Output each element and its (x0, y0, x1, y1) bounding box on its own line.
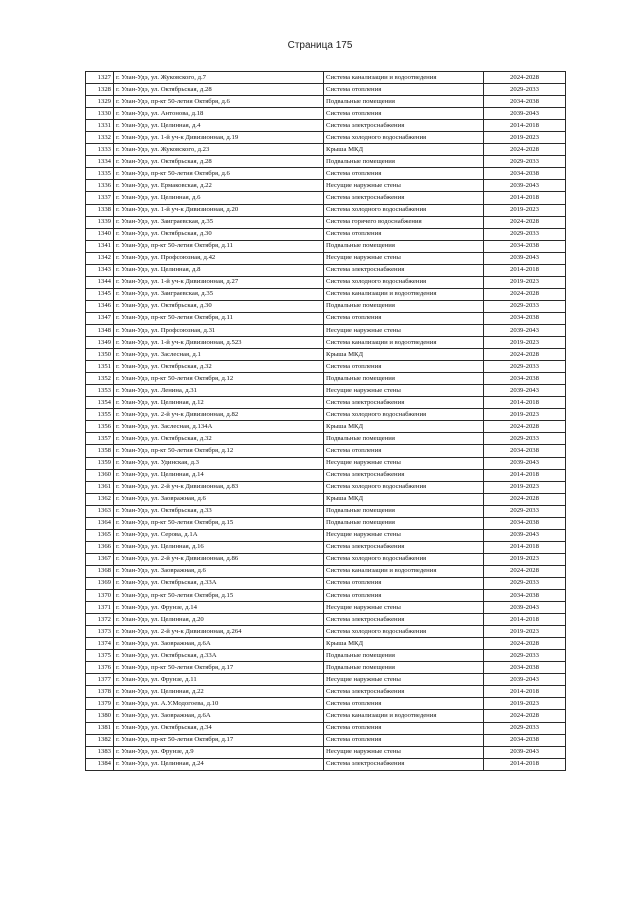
system-cell: Система канализации и водоотведения (324, 72, 484, 84)
table-row (86, 312, 566, 324)
period-cell: 2034-2038 (484, 517, 566, 529)
period-cell: 2019-2023 (484, 276, 566, 288)
system-cell: Подвальные помещения (324, 433, 484, 445)
table-row (86, 650, 566, 662)
table-row (86, 192, 566, 204)
table-row (86, 445, 566, 457)
period-cell: 2034-2038 (484, 445, 566, 457)
period-cell: 2034-2038 (484, 373, 566, 385)
address-cell: г. Улан-Удэ, ул. Целинная, д.24 (114, 758, 324, 770)
table-row (86, 276, 566, 288)
table-row (86, 361, 566, 373)
system-cell: Система электроснабжения (324, 397, 484, 409)
row-number: 1334 (86, 156, 114, 168)
row-number: 1344 (86, 276, 114, 288)
system-cell: Система отопления (324, 734, 484, 746)
address-cell: г. Улан-Удэ, ул. 1-й уч-к Дивизионная, д.27 (114, 276, 324, 288)
row-number: 1374 (86, 638, 114, 650)
address-cell: г. Улан-Удэ, ул. Заовражная, д.6 (114, 493, 324, 505)
system-cell: Система холодного водоснабжения (324, 276, 484, 288)
row-number: 1371 (86, 602, 114, 614)
row-number: 1333 (86, 144, 114, 156)
row-number: 1343 (86, 264, 114, 276)
table-row (86, 686, 566, 698)
row-number: 1381 (86, 722, 114, 734)
system-cell: Система холодного водоснабжения (324, 626, 484, 638)
period-cell: 2019-2023 (484, 481, 566, 493)
address-cell: г. Улан-Удэ, пр-кт 50-летия Октября, д.12 (114, 373, 324, 385)
table-row (86, 734, 566, 746)
period-cell: 2024-2028 (484, 144, 566, 156)
system-cell: Система канализации и водоотведения (324, 288, 484, 300)
period-cell: 2029-2033 (484, 722, 566, 734)
table-row (86, 96, 566, 108)
table-row (86, 481, 566, 493)
address-cell: г. Улан-Удэ, ул. Целинная, д.8 (114, 264, 324, 276)
table-row (86, 397, 566, 409)
address-cell: г. Улан-Удэ, ул. Октябрьская, д.28 (114, 84, 324, 96)
system-cell: Крыша МКД (324, 638, 484, 650)
period-cell: 2019-2023 (484, 553, 566, 565)
system-cell: Система холодного водоснабжения (324, 553, 484, 565)
period-cell: 2039-2043 (484, 108, 566, 120)
address-cell: г. Улан-Удэ, ул. Октябрьская, д.34 (114, 722, 324, 734)
address-cell: г. Улан-Удэ, ул. Октябрьская, д.33 (114, 505, 324, 517)
period-cell: 2019-2023 (484, 626, 566, 638)
row-number: 1365 (86, 529, 114, 541)
address-cell: г. Улан-Удэ, ул. Целинная, д.6 (114, 192, 324, 204)
period-cell: 2029-2033 (484, 650, 566, 662)
system-cell: Несущие наружные стены (324, 252, 484, 264)
address-cell: г. Улан-Удэ, ул. Жуковского, д.7 (114, 72, 324, 84)
table-row (86, 156, 566, 168)
address-cell: г. Улан-Удэ, ул. Ленина, д.31 (114, 385, 324, 397)
table-row (86, 288, 566, 300)
period-cell: 2039-2043 (484, 457, 566, 469)
period-cell: 2014-2018 (484, 541, 566, 553)
table-row (86, 300, 566, 312)
row-number: 1346 (86, 300, 114, 312)
table-row (86, 590, 566, 602)
table-row (86, 409, 566, 421)
period-cell: 2034-2038 (484, 734, 566, 746)
table-row (86, 614, 566, 626)
address-cell: г. Улан-Удэ, ул. Жуковского, д.23 (114, 144, 324, 156)
period-cell: 2029-2033 (484, 228, 566, 240)
row-number: 1337 (86, 192, 114, 204)
system-cell: Система отопления (324, 590, 484, 602)
period-cell: 2034-2038 (484, 96, 566, 108)
row-number: 1351 (86, 361, 114, 373)
address-cell: г. Улан-Удэ, ул. Целинная, д.4 (114, 120, 324, 132)
address-cell: г. Улан-Удэ, ул. Октябрьская, д.33А (114, 650, 324, 662)
period-cell: 2014-2018 (484, 614, 566, 626)
table-row (86, 180, 566, 192)
period-cell: 2024-2028 (484, 638, 566, 650)
period-cell: 2024-2028 (484, 72, 566, 84)
address-cell: г. Улан-Удэ, ул. Заовражная, д.6 (114, 565, 324, 577)
system-cell: Система канализации и водоотведения (324, 337, 484, 349)
address-cell: г. Улан-Удэ, ул. Фрунзе, д.9 (114, 746, 324, 758)
period-cell: 2024-2028 (484, 710, 566, 722)
row-number: 1347 (86, 312, 114, 324)
table-row (86, 638, 566, 650)
table-row (86, 505, 566, 517)
table-row (86, 144, 566, 156)
row-number: 1378 (86, 686, 114, 698)
row-number: 1336 (86, 180, 114, 192)
system-cell: Крыша МКД (324, 421, 484, 433)
table-row (86, 373, 566, 385)
address-cell: г. Улан-Удэ, ул. Профсоюзная, д.42 (114, 252, 324, 264)
address-cell: г. Улан-Удэ, ул. А.У.Модогоева, д.10 (114, 698, 324, 710)
address-cell: г. Улан-Удэ, пр-кт 50-летия Октября, д.6 (114, 168, 324, 180)
row-number: 1383 (86, 746, 114, 758)
address-cell: г. Улан-Удэ, ул. Целинная, д.20 (114, 614, 324, 626)
address-cell: г. Улан-Удэ, ул. Октябрьская, д.32 (114, 433, 324, 445)
address-cell: г. Улан-Удэ, ул. Антонова, д.18 (114, 108, 324, 120)
address-cell: г. Улан-Удэ, ул. Октябрьская, д.30 (114, 300, 324, 312)
system-cell: Подвальные помещения (324, 662, 484, 674)
address-cell: г. Улан-Удэ, ул. Целинная, д.16 (114, 541, 324, 553)
period-cell: 2034-2038 (484, 590, 566, 602)
row-number: 1370 (86, 590, 114, 602)
period-cell: 2029-2033 (484, 505, 566, 517)
table-row (86, 457, 566, 469)
table-row (86, 662, 566, 674)
period-cell: 2029-2033 (484, 300, 566, 312)
address-cell: г. Улан-Удэ, ул. Целинная, д.12 (114, 397, 324, 409)
capital-repair-table (85, 71, 566, 771)
system-cell: Крыша МКД (324, 493, 484, 505)
system-cell: Система электроснабжения (324, 614, 484, 626)
row-number: 1353 (86, 385, 114, 397)
table-row (86, 385, 566, 397)
table-row (86, 337, 566, 349)
row-number: 1359 (86, 457, 114, 469)
address-cell: г. Улан-Удэ, ул. 1-й уч-к Дивизионная, д.19 (114, 132, 324, 144)
table-row (86, 216, 566, 228)
address-cell: г. Улан-Удэ, ул. Ермаковская, д.22 (114, 180, 324, 192)
row-number: 1349 (86, 337, 114, 349)
table-row (86, 132, 566, 144)
table-row (86, 698, 566, 710)
row-number: 1376 (86, 662, 114, 674)
period-cell: 2029-2033 (484, 577, 566, 589)
period-cell: 2039-2043 (484, 529, 566, 541)
table-row (86, 529, 566, 541)
table-row (86, 240, 566, 252)
period-cell: 2029-2033 (484, 156, 566, 168)
period-cell: 2024-2028 (484, 349, 566, 361)
table-row (86, 228, 566, 240)
period-cell: 2024-2028 (484, 565, 566, 577)
row-number: 1360 (86, 469, 114, 481)
address-cell: г. Улан-Удэ, пр-кт 50-летия Октября, д.15 (114, 517, 324, 529)
address-cell: г. Улан-Удэ, ул. Целинная, д.22 (114, 686, 324, 698)
address-cell: г. Улан-Удэ, ул. Октябрьская, д.30 (114, 228, 324, 240)
row-number: 1352 (86, 373, 114, 385)
period-cell: 2019-2023 (484, 698, 566, 710)
address-cell: г. Улан-Удэ, пр-кт 50-летия Октября, д.6 (114, 96, 324, 108)
row-number: 1366 (86, 541, 114, 553)
row-number: 1345 (86, 288, 114, 300)
row-number: 1358 (86, 445, 114, 457)
system-cell: Подвальные помещения (324, 300, 484, 312)
table-body (86, 72, 566, 771)
row-number: 1384 (86, 758, 114, 770)
row-number: 1361 (86, 481, 114, 493)
period-cell: 2019-2023 (484, 204, 566, 216)
system-cell: Система холодного водоснабжения (324, 132, 484, 144)
row-number: 1364 (86, 517, 114, 529)
row-number: 1350 (86, 349, 114, 361)
row-number: 1382 (86, 734, 114, 746)
system-cell: Подвальные помещения (324, 505, 484, 517)
system-cell: Система холодного водоснабжения (324, 481, 484, 493)
row-number: 1339 (86, 216, 114, 228)
row-number: 1362 (86, 493, 114, 505)
row-number: 1356 (86, 421, 114, 433)
system-cell: Система отопления (324, 168, 484, 180)
address-cell: г. Улан-Удэ, ул. Заовражная, д.6А (114, 638, 324, 650)
system-cell: Система отопления (324, 577, 484, 589)
period-cell: 2024-2028 (484, 493, 566, 505)
row-number: 1331 (86, 120, 114, 132)
period-cell: 2034-2038 (484, 312, 566, 324)
table-row (86, 517, 566, 529)
period-cell: 2039-2043 (484, 252, 566, 264)
address-cell: г. Улан-Удэ, ул. Заиграевская, д.35 (114, 216, 324, 228)
system-cell: Подвальные помещения (324, 650, 484, 662)
system-cell: Система отопления (324, 84, 484, 96)
row-number: 1341 (86, 240, 114, 252)
system-cell: Несущие наружные стены (324, 324, 484, 336)
address-cell: г. Улан-Удэ, ул. Заиграевская, д.35 (114, 288, 324, 300)
period-cell: 2039-2043 (484, 180, 566, 192)
period-cell: 2014-2018 (484, 120, 566, 132)
period-cell: 2014-2018 (484, 758, 566, 770)
period-cell: 2039-2043 (484, 385, 566, 397)
table-row (86, 264, 566, 276)
table-row (86, 252, 566, 264)
period-cell: 2024-2028 (484, 288, 566, 300)
table-row (86, 204, 566, 216)
period-cell: 2014-2018 (484, 469, 566, 481)
address-cell: г. Улан-Удэ, ул. Удинская, д.3 (114, 457, 324, 469)
row-number: 1380 (86, 710, 114, 722)
row-number: 1327 (86, 72, 114, 84)
table-row (86, 108, 566, 120)
row-number: 1340 (86, 228, 114, 240)
address-cell: г. Улан-Удэ, ул. Заслесная, д.1 (114, 349, 324, 361)
page-title: Страница 175 (287, 40, 353, 51)
row-number: 1372 (86, 614, 114, 626)
row-number: 1338 (86, 204, 114, 216)
row-number: 1330 (86, 108, 114, 120)
row-number: 1367 (86, 553, 114, 565)
period-cell: 2014-2018 (484, 397, 566, 409)
address-cell: г. Улан-Удэ, ул. Заслесная, д.134А (114, 421, 324, 433)
system-cell: Подвальные помещения (324, 517, 484, 529)
table-row (86, 553, 566, 565)
period-cell: 2029-2033 (484, 361, 566, 373)
period-cell: 2024-2028 (484, 216, 566, 228)
row-number: 1375 (86, 650, 114, 662)
table-row (86, 120, 566, 132)
system-cell: Несущие наружные стены (324, 180, 484, 192)
period-cell: 2019-2023 (484, 132, 566, 144)
system-cell: Система отопления (324, 228, 484, 240)
system-cell: Система отопления (324, 722, 484, 734)
period-cell: 2039-2043 (484, 602, 566, 614)
period-cell: 2019-2023 (484, 409, 566, 421)
system-cell: Крыша МКД (324, 144, 484, 156)
table-row (86, 349, 566, 361)
row-number: 1329 (86, 96, 114, 108)
address-cell: г. Улан-Удэ, ул. Заовражная, д.6А (114, 710, 324, 722)
address-cell: г. Улан-Удэ, ул. Профсоюзная, д.31 (114, 324, 324, 336)
system-cell: Крыша МКД (324, 349, 484, 361)
row-number: 1377 (86, 674, 114, 686)
period-cell: 2029-2033 (484, 84, 566, 96)
row-number: 1373 (86, 626, 114, 638)
row-number: 1354 (86, 397, 114, 409)
system-cell: Система электроснабжения (324, 192, 484, 204)
row-number: 1332 (86, 132, 114, 144)
address-cell: г. Улан-Удэ, ул. Октябрьская, д.33А (114, 577, 324, 589)
table-row (86, 84, 566, 96)
row-number: 1368 (86, 565, 114, 577)
table-row (86, 324, 566, 336)
system-cell: Подвальные помещения (324, 96, 484, 108)
row-number: 1379 (86, 698, 114, 710)
table-row (86, 469, 566, 481)
address-cell: г. Улан-Удэ, ул. 1-й уч-к Дивизионная, д.20 (114, 204, 324, 216)
period-cell: 2039-2043 (484, 324, 566, 336)
address-cell: г. Улан-Удэ, ул. 2-й уч-к Дивизионная, д.264 (114, 626, 324, 638)
system-cell: Система отопления (324, 361, 484, 373)
period-cell: 2034-2038 (484, 662, 566, 674)
system-cell: Несущие наружные стены (324, 529, 484, 541)
period-cell: 2034-2038 (484, 240, 566, 252)
system-cell: Подвальные помещения (324, 156, 484, 168)
system-cell: Система отопления (324, 445, 484, 457)
table-row (86, 577, 566, 589)
table-row (86, 541, 566, 553)
row-number: 1328 (86, 84, 114, 96)
address-cell: г. Улан-Удэ, ул. 1-й уч-к Дивизионная, д.523 (114, 337, 324, 349)
system-cell: Система электроснабжения (324, 758, 484, 770)
system-cell: Несущие наружные стены (324, 746, 484, 758)
address-cell: г. Улан-Удэ, ул. 2-й уч-к Дивизионная, д.83 (114, 481, 324, 493)
table-row (86, 674, 566, 686)
period-cell: 2039-2043 (484, 674, 566, 686)
address-cell: г. Улан-Удэ, пр-кт 50-летия Октября, д.11 (114, 312, 324, 324)
address-cell: г. Улан-Удэ, пр-кт 50-летия Октября, д.15 (114, 590, 324, 602)
period-cell: 2029-2033 (484, 433, 566, 445)
row-number: 1355 (86, 409, 114, 421)
row-number: 1335 (86, 168, 114, 180)
row-number: 1363 (86, 505, 114, 517)
system-cell: Система холодного водоснабжения (324, 409, 484, 421)
system-cell: Система электроснабжения (324, 686, 484, 698)
table-row (86, 421, 566, 433)
system-cell: Система электроснабжения (324, 264, 484, 276)
table-row (86, 168, 566, 180)
address-cell: г. Улан-Удэ, ул. Фрунзе, д.11 (114, 674, 324, 686)
address-cell: г. Улан-Удэ, ул. Фрунзе, д.14 (114, 602, 324, 614)
table-row (86, 758, 566, 770)
table-row (86, 710, 566, 722)
address-cell: г. Улан-Удэ, пр-кт 50-летия Октября, д.11 (114, 240, 324, 252)
row-number: 1348 (86, 324, 114, 336)
table-row (86, 72, 566, 84)
system-cell: Несущие наружные стены (324, 674, 484, 686)
address-cell: г. Улан-Удэ, ул. Целинная, д.14 (114, 469, 324, 481)
address-cell: г. Улан-Удэ, ул. 2-й уч-к Дивизионная, д.86 (114, 553, 324, 565)
system-cell: Подвальные помещения (324, 240, 484, 252)
address-cell: г. Улан-Удэ, ул. Октябрьская, д.32 (114, 361, 324, 373)
system-cell: Система отопления (324, 108, 484, 120)
system-cell: Несущие наружные стены (324, 602, 484, 614)
system-cell: Система отопления (324, 312, 484, 324)
period-cell: 2024-2028 (484, 421, 566, 433)
period-cell: 2014-2018 (484, 192, 566, 204)
period-cell: 2014-2018 (484, 686, 566, 698)
system-cell: Несущие наружные стены (324, 457, 484, 469)
address-cell: г. Улан-Удэ, пр-кт 50-летия Октября, д.17 (114, 662, 324, 674)
row-number: 1357 (86, 433, 114, 445)
period-cell: 2014-2018 (484, 264, 566, 276)
system-cell: Система отопления (324, 698, 484, 710)
table-row (86, 722, 566, 734)
address-cell: г. Улан-Удэ, ул. 2-й уч-к Дивизионная, д.82 (114, 409, 324, 421)
table-row (86, 433, 566, 445)
address-cell: г. Улан-Удэ, ул. Серова, д.1А (114, 529, 324, 541)
address-cell: г. Улан-Удэ, пр-кт 50-летия Октября, д.12 (114, 445, 324, 457)
system-cell: Система горячего водоснабжения (324, 216, 484, 228)
system-cell: Система канализации и водоотведения (324, 565, 484, 577)
system-cell: Система канализации и водоотведения (324, 710, 484, 722)
system-cell: Система электроснабжения (324, 120, 484, 132)
table-row (86, 626, 566, 638)
row-number: 1342 (86, 252, 114, 264)
system-cell: Система холодного водоснабжения (324, 204, 484, 216)
address-cell: г. Улан-Удэ, пр-кт 50-летия Октября, д.17 (114, 734, 324, 746)
period-cell: 2019-2023 (484, 337, 566, 349)
system-cell: Несущие наружные стены (324, 385, 484, 397)
table-row (86, 565, 566, 577)
address-cell: г. Улан-Удэ, ул. Октябрьская, д.28 (114, 156, 324, 168)
table-row (86, 602, 566, 614)
table-row (86, 746, 566, 758)
period-cell: 2039-2043 (484, 746, 566, 758)
row-number: 1369 (86, 577, 114, 589)
system-cell: Система электроснабжения (324, 541, 484, 553)
period-cell: 2034-2038 (484, 168, 566, 180)
system-cell: Система электроснабжения (324, 469, 484, 481)
system-cell: Подвальные помещения (324, 373, 484, 385)
table-row (86, 493, 566, 505)
